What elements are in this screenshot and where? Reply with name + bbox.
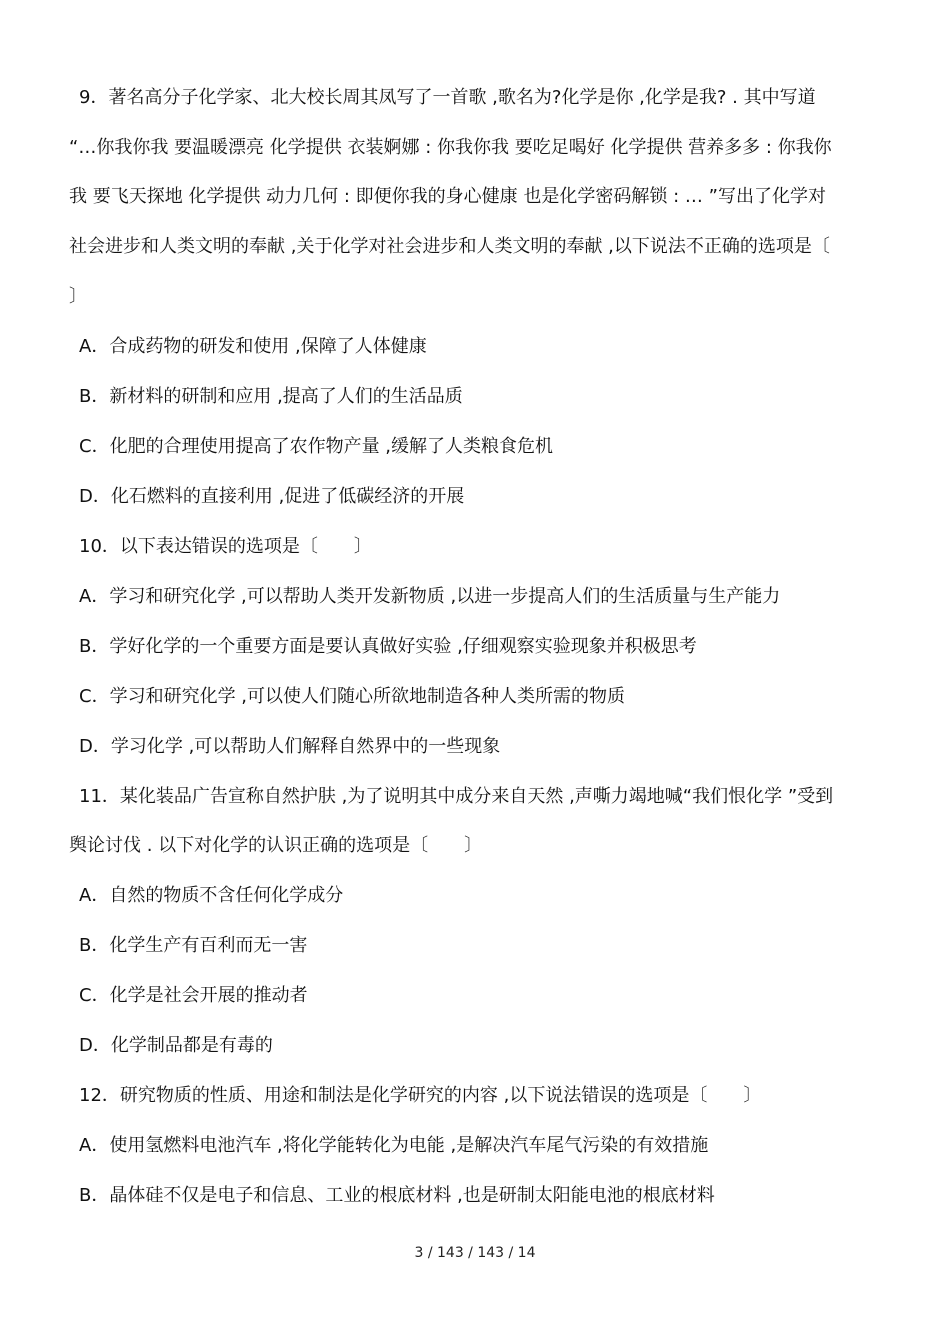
question-9-option-a: A．合成药物的研发和使用 ,保障了人体健康 (79, 336, 427, 357)
question-9-line-3: 我 要飞天探地 化学提供 动力几何 : 即便你我的身心健康 也是化学密码解锁 : … ”写出了化学对 (69, 186, 826, 207)
question-12-line-1: 12．研究物质的性质、用途和制法是化学研究的内容 ,以下说法错误的选项是〔 〕 (79, 1085, 762, 1106)
question-9-option-d: D．化石燃料的直接利用 ,促进了低碳经济的开展 (79, 486, 465, 507)
question-9-line-4: 社会进步和人类文明的奉献 ,关于化学对社会进步和人类文明的奉献 ,以下说法不正确的选项是〔 (69, 236, 830, 257)
question-11-line-1: 11．某化装品广告宣称自然护肤 ,为了说明其中成分来自天然 ,声嘶力竭地喊“我们恨化学 ”受到 (79, 786, 834, 807)
question-11-option-b: B．化学生产有百利而无一害 (79, 935, 308, 956)
question-10-option-d: D．学习化学 ,可以帮助人们解释自然界中的一些现象 (79, 736, 501, 757)
question-11-option-c: C．化学是社会开展的推动者 (79, 985, 308, 1006)
question-9-line-2: “…你我你我 要温暖漂亮 化学提供 衣装婀娜 : 你我你我 要吃足喝好 化学提供 营养多多 : 你我你 (69, 137, 832, 158)
question-9-option-b: B．新材料的研制和应用 ,提高了人们的生活品质 (79, 386, 463, 407)
question-11-line-2: 舆论讨伐 . 以下对化学的认识正确的选项是〔 〕 (69, 835, 483, 856)
question-12-option-b: B．晶体硅不仅是电子和信息、工业的根底材料 ,也是研制太阳能电池的根底材料 (79, 1185, 715, 1206)
question-10-line-1: 10．以下表达错误的选项是〔 〕 (79, 536, 372, 557)
page-number: 3 / 143 / 143 / 14 (414, 1245, 536, 1261)
question-12-option-a: A．使用氢燃料电池汽车 ,将化学能转化为电能 ,是解决汽车尾气污染的有效措施 (79, 1135, 709, 1156)
question-9-option-c: C．化肥的合理使用提高了农作物产量 ,缓解了人类粮食危机 (79, 436, 554, 457)
question-10-option-c: C．学习和研究化学 ,可以使人们随心所欲地制造各种人类所需的物质 (79, 686, 626, 707)
question-10-option-a: A．学习和研究化学 ,可以帮助人类开发新物质 ,以进一步提高人们的生活质量与生产能力 (79, 586, 781, 607)
question-10-option-b: B．学好化学的一个重要方面是要认真做好实验 ,仔细观察实验现象并积极思考 (79, 636, 697, 657)
question-9-line-1: 9．著名高分子化学家、北大校长周其凤写了一首歌 ,歌名为?化学是你 ,化学是我? . 其中写道 (79, 87, 816, 108)
question-11-option-d: D．化学制品都是有毒的 (79, 1035, 273, 1056)
question-9-line-5: 〕 (69, 286, 87, 307)
question-11-option-a: A．自然的物质不含任何化学成分 (79, 885, 344, 906)
